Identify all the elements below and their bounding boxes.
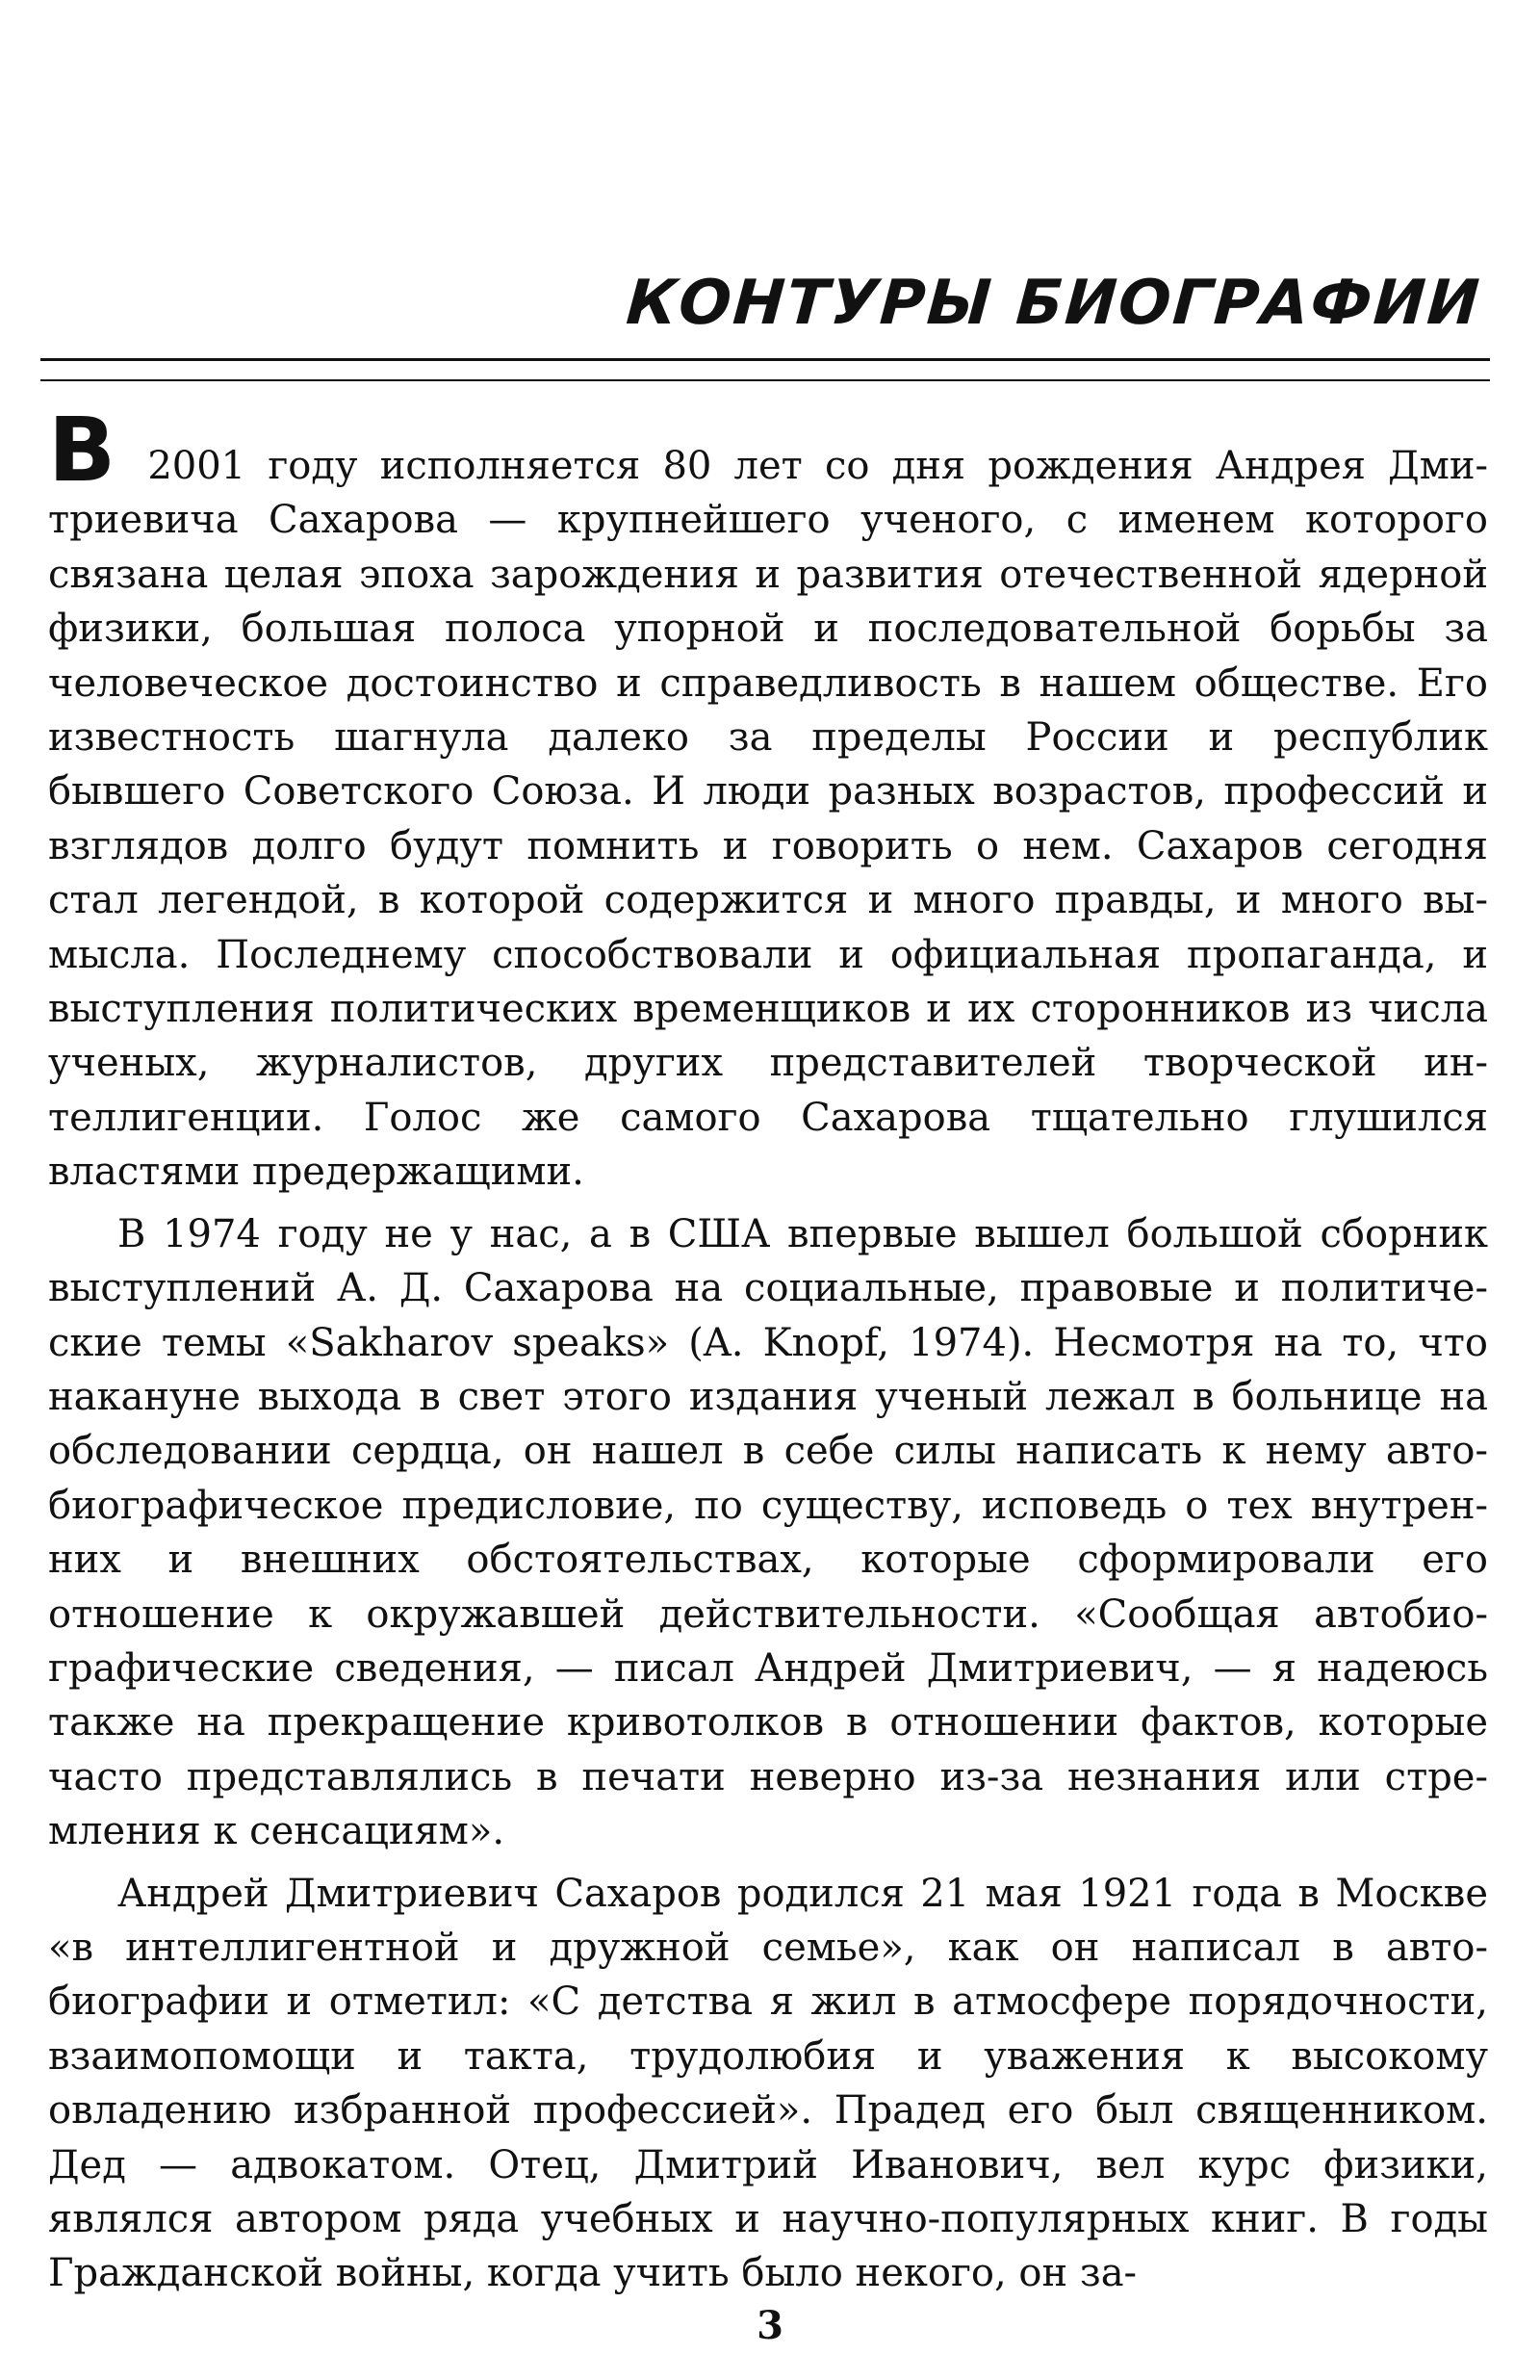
- title-rule-thick: [40, 358, 1490, 361]
- paragraph-3: Андрей Дмитриевич Сахаров родился 21 мая 1921 года в Москве «в интеллигентной и дружной семье», как он написал в автобиографии и отметил: «С детства я жил в атмосфере порядочности, взаимопомощи и такта, трудолюбия и уважения к высокому овладению избранной профессией». Прадед его был священником. Дед — адвокатом. Отец, Дмитрий Иванович, вел курс физики, являлся автором ряда учебных и научно-популярных книг. В годы Гражданской войны, когда учить было некого, он за-: [48, 1871, 1488, 2296]
- paragraph-1-text: 2001 году исполняется 80 лет со дня рождения Андрея Дмитриевича Сахарова — крупнейшего ученого, с именем которого связана целая эпоха зарождения и развития отечественной ядерной физики, большая полоса упорной и последовательной борьбы за человеческое достоинство и справедливость в нашем обществе. Его известность шагнула далеко за пределы России и республик бывшего Советского Союза. И люди разных возрастов, профессий и взглядов долго будут помнить и говорить о нем. Сахаров сегодня стал легендой, в которой содержится и много правды, и много вымысла. Последнему способствовали и официальная пропаганда, и выступления политических временщиков и их сторонников из числа ученых, журналистов, других представителей творческой интеллигенции. Голос же самого Сахарова тщательно глушился властями предержащими.: [48, 444, 1488, 1195]
- chapter-title: КОНТУРЫ БИОГРАФИИ: [624, 268, 1483, 339]
- paragraph-2: В 1974 году не у нас, а в США впервые вышел большой сборник выступлений А. Д. Сахарова на социальные, правовые и политические темы «Sakharov speaks» (A. Knopf, 1974). Несмотря на то, что накануне выхода в свет этого издания ученый лежал в больнице на обследовании сердца, он нашел в себе силы написать к нему автобиографическое предисловие, по существу, исповедь о тех внутренних и внешних обстоятельствах, которые сформировали его отношение к окружавшей действительности. «Сообщая автобиографические сведения, — писал Андрей Дмитриевич, — я надеюсь также на прекращение кривотолков в отношении фактов, которые часто представлялись в печати неверно из-за незнания или стремления к сенсациям».: [48, 1211, 1488, 1854]
- body-text: [48, 399, 1488, 2309]
- page-number: 3: [757, 2303, 783, 2348]
- drop-cap: В: [48, 399, 116, 502]
- title-rule-thin: [40, 379, 1490, 381]
- paragraph-1: [48, 399, 1488, 1200]
